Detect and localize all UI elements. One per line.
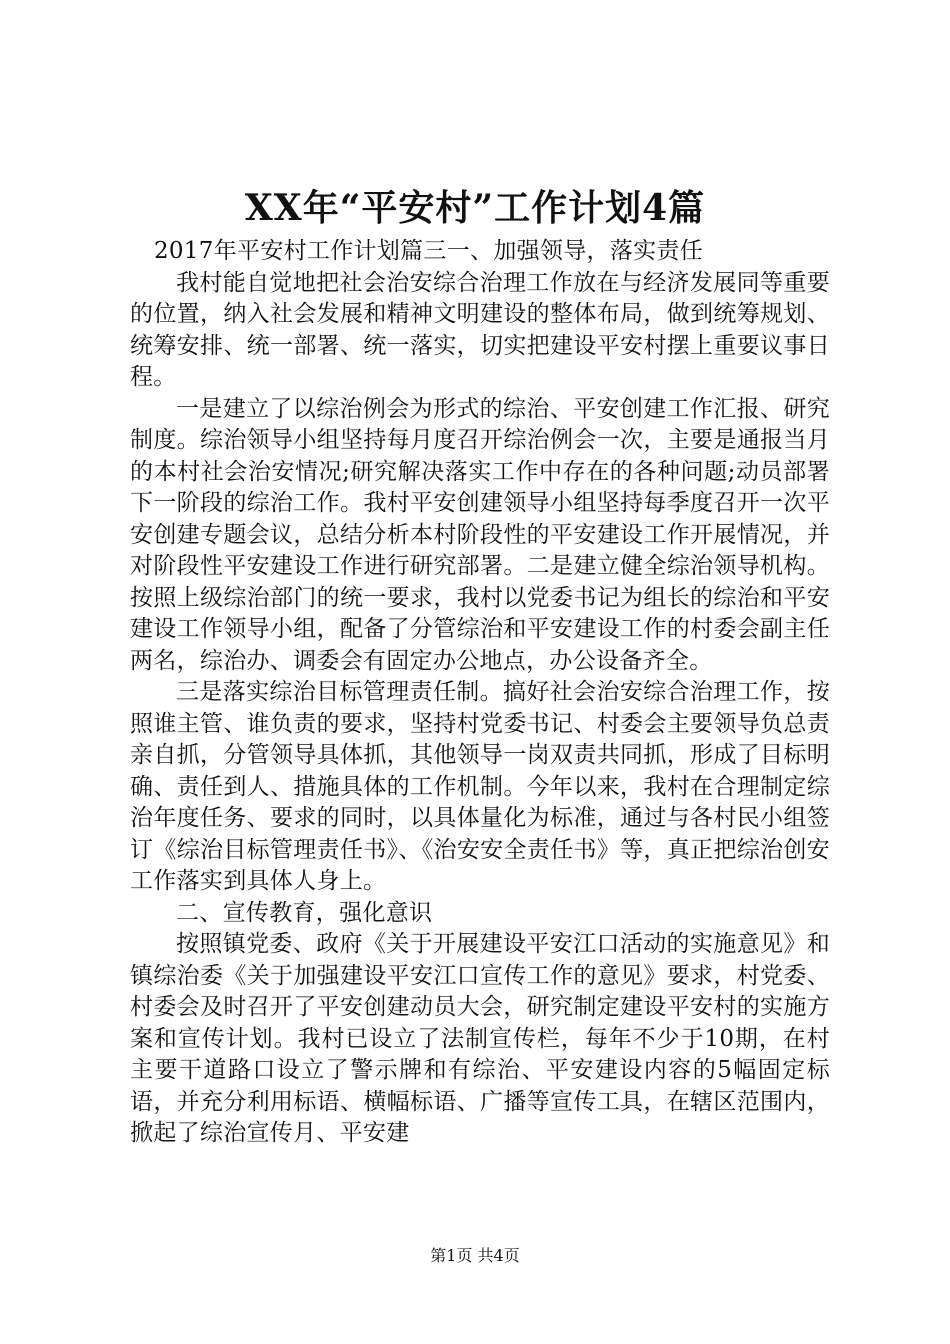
paragraph: 2017年平安村工作计划篇三一、加强领导，落实责任 bbox=[154, 238, 704, 264]
document-body bbox=[130, 236, 830, 1150]
page-footer: 第1页 共4页 bbox=[430, 1246, 520, 1265]
document-title: XX年“平安村”工作计划4篇 bbox=[244, 187, 706, 229]
section-heading: 二、宣传教育，强化意识 bbox=[176, 899, 433, 926]
paragraph: 按照镇党委、政府《关于开展建设平安江口活动的实施意见》和镇综治委《关于加强建设平安江口宣传工作的意见》要求，村党委、村委会及时召开了平安创建动员大会，研究制定建设平安村的实施方案和宣传计划。我村已设立了法制宣传栏，每年不少于10期，在村主要干道路口设立了警示牌和有综治、平安建设内容的5幅固定标语，并充分利用标语、横幅标语、广播等宣传工具，在辖区范围内，掀起了综治宣传月、平安建 bbox=[130, 931, 830, 1146]
paragraph: 一是建立了以综治例会为形式的综治、平安创建工作汇报、研究制度。综治领导小组坚持每月度召开综治例会一次，主要是通报当月的本村社会治安情况;研究解决落实工作中存在的各种问题;动员部署下一阶段的综治工作。我村平安创建领导小组坚持每季度召开一次平安创建专题会议，总结分析本村阶段性的平安建设工作开展情况，并对阶段性平安建设工作进行研究部署。二是建立健全综治领导机构。按照上级综治部门的统一要求，我村以党委书记为组长的综治和平安建设工作领导小组，配备了分管综治和平安建设工作的村委会副主任两名，综治办、调委会有固定办公地点，办公设备齐全。 bbox=[130, 395, 830, 674]
paragraph: 三是落实综治目标管理责任制。搞好社会治安综合治理工作，按照谁主管、谁负责的要求，坚持村党委书记、村委会主要领导负总责亲自抓，分管领导具体抓，其他领导一岗双责共同抓，形成了目标明确、责任到人、措施具体的工作机制。今年以来，我村在合理制定综治年度任务、要求的同时，以具体量化为标准，通过与各村民小组签订《综治目标管理责任书》、《治安安全责任书》等，真正把综治创安工作落实到具体人身上。 bbox=[130, 679, 830, 894]
paragraph: 我村能自觉地把社会治安综合治理工作放在与经济发展同等重要的位置，纳入社会发展和精神文明建设的整体布局，做到统筹规划、统筹安排、统一部署、统一落实，切实把建设平安村摆上重要议事日程。 bbox=[130, 269, 830, 390]
